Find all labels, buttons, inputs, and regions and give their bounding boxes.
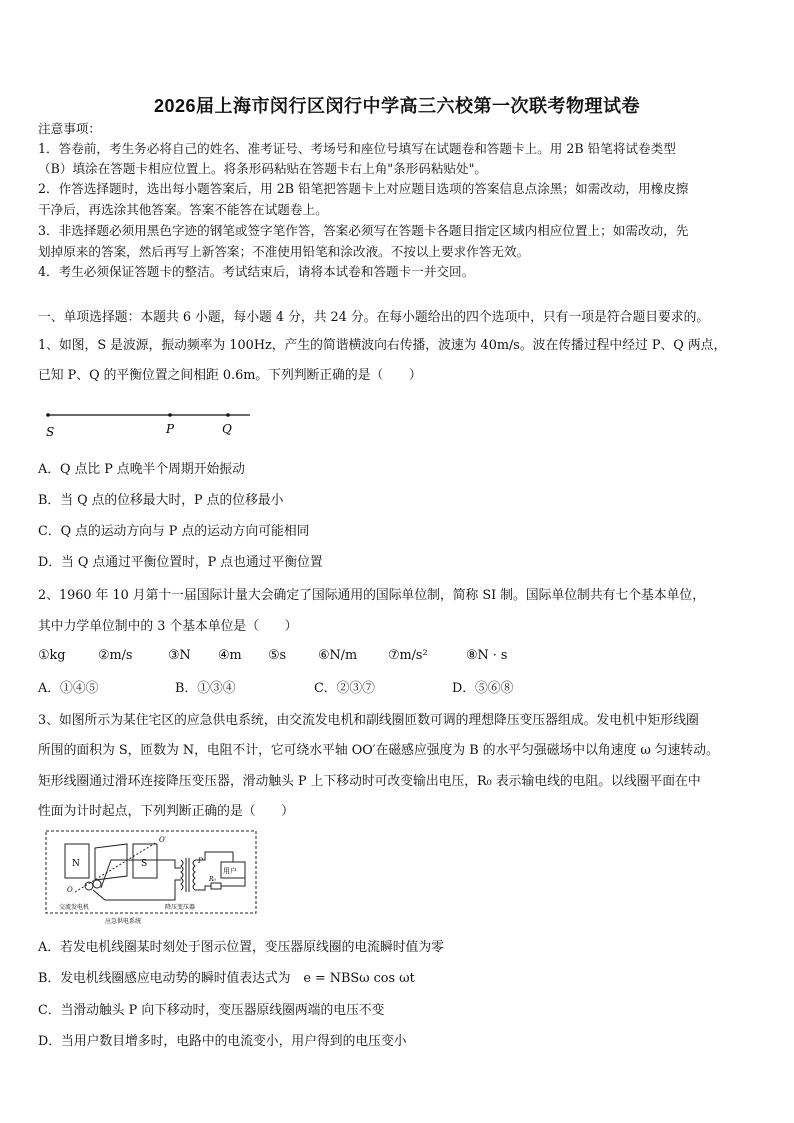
notice-line: 3．非选择题必须用黑色字迹的钢笔或签字笔作答，答案必须写在答题卡各题目指定区域内相应位置上；如需改动，先 [38, 223, 689, 238]
notice-line: 2．作答选择题时，选出每小题答案后，用 2B 铅笔把答题卡上对应题目选项的答案信息点涂黑；如需改动，用橡皮擦 [38, 181, 689, 196]
power-system-figure [45, 830, 257, 925]
axis-o2-label: O′ [159, 836, 167, 844]
notice-line: 4．考生必须保证答题卡的整洁。考试结束后，请将本试卷和答题卡一并交回。 [38, 264, 475, 279]
q2-stem: 其中力学单位制中的 3 个基本单位是（ ） [38, 619, 298, 634]
q1-stem: 1、如图，S 是波源，振动频率为 100Hz，产生的简谐横波向右传播，波速为 40m/s。波在传播过程中经过 P、Q 两点， [38, 338, 727, 353]
notice-line: 1．答卷前，考生务必将自己的姓名、准考证号、考场号和座位号填写在试题卷和答题卡上。用 2B 铅笔将试卷类型 [38, 141, 676, 156]
magnet-n-label: N [72, 859, 80, 869]
unit-item: ⑥N/m [318, 648, 358, 663]
notice-line: 划掉原来的答案，然后再写上新答案；不准使用铅笔和涂改液。不按以上要求作答无效。 [38, 244, 530, 259]
slider-p-label: P [198, 857, 203, 865]
unit-item: ⑦m/s² [388, 648, 428, 663]
unit-item: ①kg [38, 648, 66, 663]
q3-stem: 3、如图所示为某住宅区的应急供电系统，由交流发电机和副线圈匝数可调的理想降压变压器组成。发电机中矩形线圈 [38, 713, 699, 728]
axis-o-label: O [67, 886, 73, 894]
q1-stem: 已知 P、Q 的平衡位置之间相距 0.6m。下列判断正确的是（ ） [38, 368, 422, 383]
q2-option-c: C．②③⑦ [314, 681, 375, 696]
q3-option-d: D．当用户数目增多时，电路中的电流变小，用户得到的电压变小 [38, 1034, 407, 1049]
wave-figure [44, 406, 254, 442]
unit-item: ②m/s [98, 648, 133, 663]
q2-option-d: D．⑤⑥⑧ [452, 681, 514, 696]
label-q: Q [222, 422, 232, 436]
q1-option-a: A．Q 点比 P 点晚半个周期开始振动 [38, 462, 245, 477]
notice-heading: 注意事项： [38, 121, 101, 136]
q2-option-a: A．①④⑤ [38, 681, 99, 696]
q2-stem: 2、1960 年 10 月第十一届国际计量大会确定了国际通用的国际单位制，简称 SI 制。国际单位制共有七个基本单位， [38, 588, 706, 603]
r0-label: R₀ [209, 876, 216, 883]
notice-line: 干净后，再选涂其他答案。答案不能答在试题卷上。 [38, 202, 328, 217]
magnet-s-label: S [141, 859, 148, 869]
user-label: 用户 [223, 867, 237, 875]
q3-option-a: A．若发电机线圈某时刻处于图示位置，变压器原线圈的电流瞬时值为零 [38, 940, 444, 955]
figure-caption: 应急供电系统 [105, 918, 142, 925]
q2-option-b: B．①③④ [175, 681, 236, 696]
unit-item: ③N [168, 648, 191, 663]
page-title: 2026届上海市闵行区闵行中学高三六校第一次联考物理试卷 [153, 96, 641, 116]
generator-label: 交流发电机 [59, 904, 90, 911]
label-s: S [46, 425, 55, 439]
q1-option-c: C．Q 点的运动方向与 P 点的运动方向可能相同 [38, 524, 310, 539]
q3-stem: 所围的面积为 S，匝数为 N，电阻不计，它可绕水平轴 OO′在磁感应强度为 B 的水平匀强磁场中以角速度 ω 匀速转动。 [38, 743, 719, 758]
transformer-label: 降压变压器 [165, 904, 196, 911]
unit-item: ⑤s [268, 648, 287, 663]
section-heading: 一、单项选择题：本题共 6 小题，每小题 4 分，共 24 分。在每小题给出的四个选项中，只有一项是符合题目要求的。 [38, 310, 710, 325]
q1-option-d: D．当 Q 点通过平衡位置时，P 点也通过平衡位置 [38, 555, 323, 570]
q3-stem: 矩形线圈通过滑环连接降压变压器，滑动触头 P 上下移动时可改变输出电压，R₀ 表示输电线的电阻。以线圈平面在中 [38, 774, 701, 789]
unit-item: ④m [218, 648, 242, 663]
q3-stem: 性面为计时起点，下列判断正确的是（ ） [38, 804, 294, 819]
q3-option-c: C．当滑动触头 P 向下移动时，变压器原线圈两端的电压不变 [38, 1003, 385, 1018]
q3-option-b: B．发电机线圈感应电动势的瞬时值表达式为 e = NBSω cos ωt [38, 971, 415, 986]
notice-line: （B）填涂在答题卡相应位置上。将条形码粘贴在答题卡右上角"条形码粘贴处"。 [38, 161, 488, 176]
label-p: P [166, 422, 175, 436]
q1-option-b: B．当 Q 点的位移最大时，P 点的位移最小 [38, 493, 284, 508]
unit-item: ⑧N · s [466, 648, 508, 663]
